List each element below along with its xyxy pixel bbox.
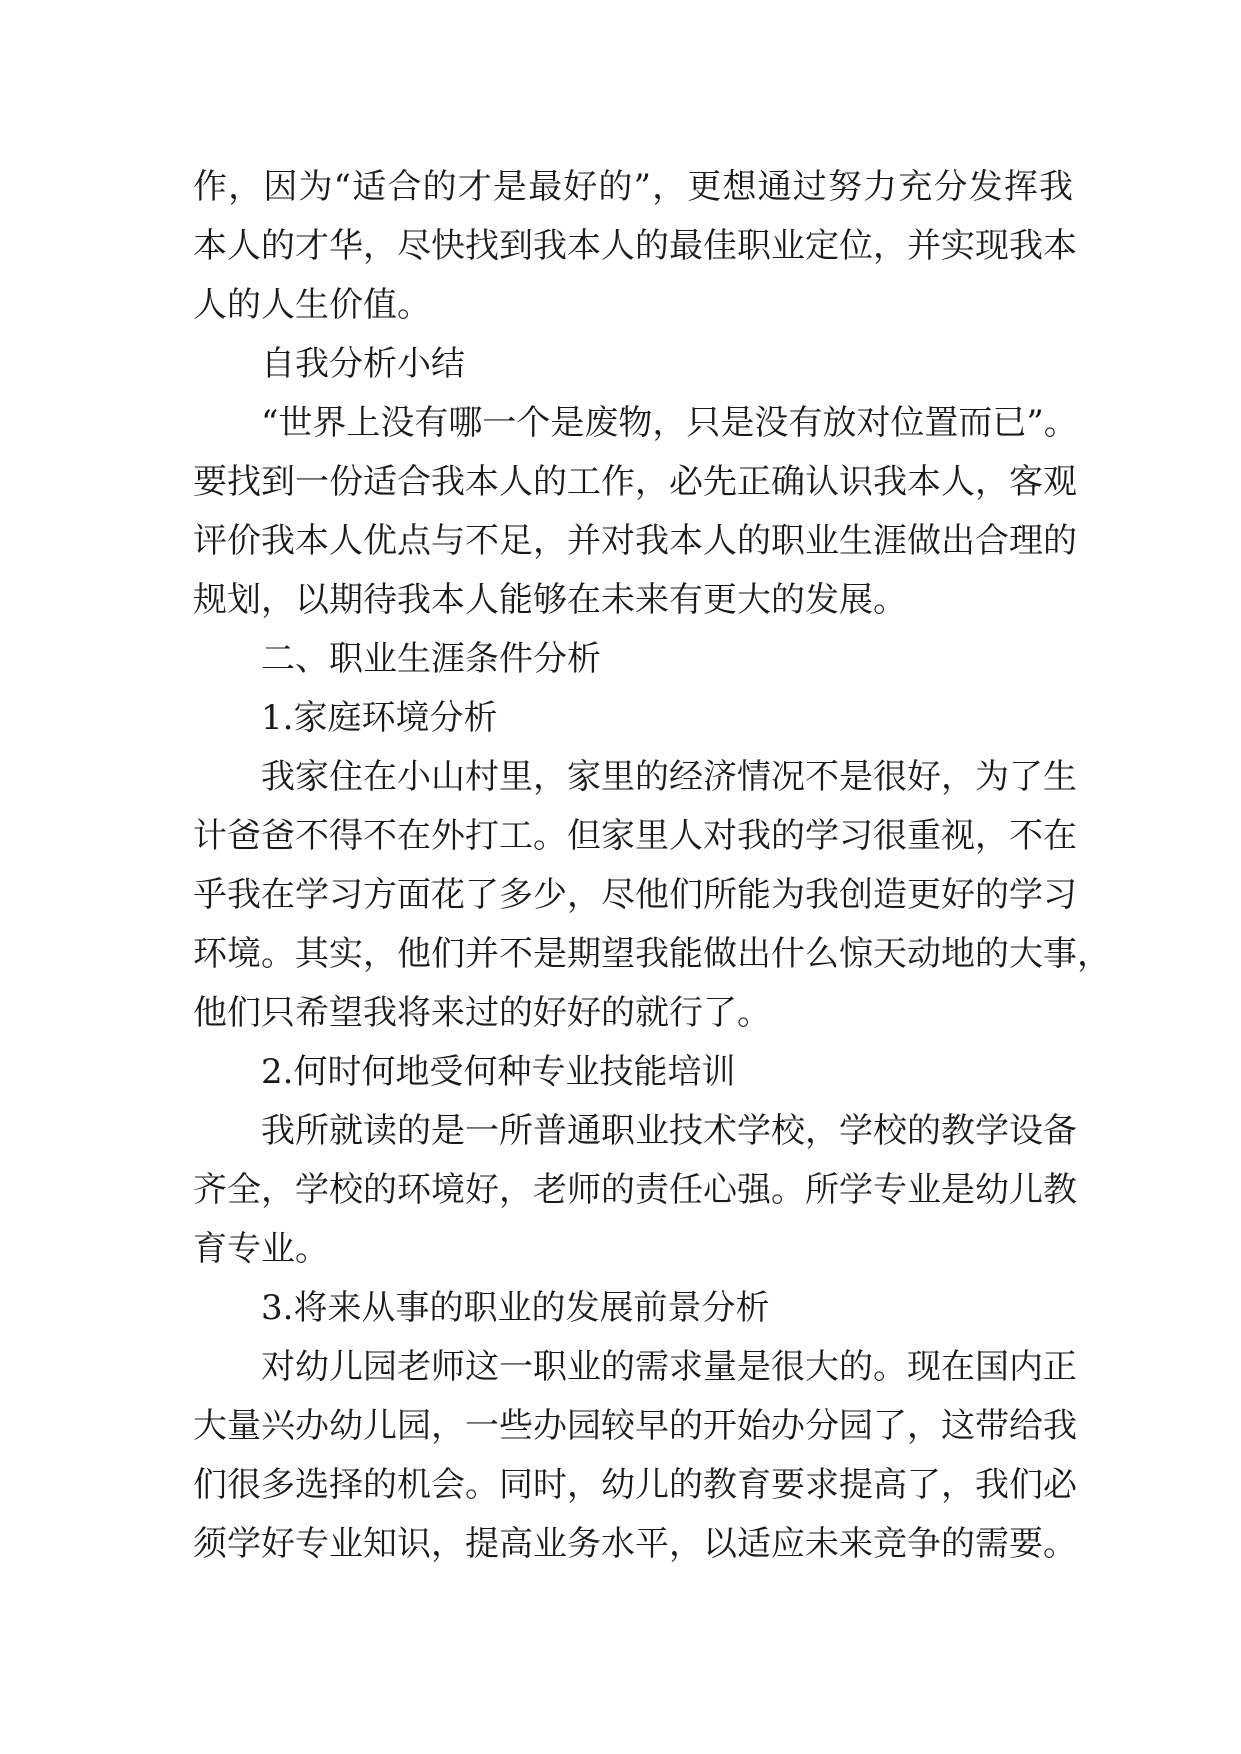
text-line: 我所就读的是一所普通职业技术学校，学校的教学设备 (261, 1111, 1077, 1151)
text-line: 要找到一份适合我本人的工作，必先正确认识我本人，客观 (193, 462, 1077, 502)
text-line: 他们只希望我将来过的好好的就行了。 (193, 993, 771, 1033)
text-line: 人的人生价值。 (193, 285, 431, 325)
text-line: “世界上没有哪一个是废物，只是没有放对位置而已”。 (261, 403, 1078, 443)
text-line: 们很多选择的机会。同时，幼儿的教育要求提高了，我们必 (193, 1465, 1077, 1505)
text-line: 作，因为“适合的才是最好的”，更想通过努力充分发挥我 (193, 167, 1073, 207)
text-line: 二、职业生涯条件分析 (261, 639, 601, 679)
text-line: 本人的才华，尽快找到我本人的最佳职业定位，并实现我本 (193, 226, 1077, 266)
text-line: 1.家庭环境分析 (261, 698, 498, 738)
document-body (193, 158, 1111, 1574)
text-line: 大量兴办幼儿园，一些办园较早的开始办分园了，这带给我 (193, 1406, 1077, 1446)
text-line: 2.何时何地受何种专业技能培训 (261, 1052, 736, 1092)
text-line: 环境。其实，他们并不是期望我能做出什么惊天动地的大事， (193, 934, 1111, 974)
text-line: 齐全，学校的环境好，老师的责任心强。所学专业是幼儿教 (193, 1170, 1077, 1210)
text-line: 自我分析小结 (261, 344, 465, 384)
text-line: 乎我在学习方面花了多少，尽他们所能为我创造更好的学习 (193, 875, 1077, 915)
text-line: 须学好专业知识，提高业务水平，以适应未来竞争的需要。 (193, 1524, 1077, 1564)
text-line: 我家住在小山村里，家里的经济情况不是很好，为了生 (261, 757, 1077, 797)
text-line: 计爸爸不得不在外打工。但家里人对我的学习很重视，不在 (193, 816, 1077, 856)
text-line: 对幼儿园老师这一职业的需求量是很大的。现在国内正 (261, 1347, 1077, 1387)
text-line: 3.将来从事的职业的发展前景分析 (261, 1288, 770, 1328)
text-line: 育专业。 (193, 1229, 329, 1269)
text-line: 规划，以期待我本人能够在未来有更大的发展。 (193, 580, 907, 620)
text-line: 评价我本人优点与不足，并对我本人的职业生涯做出合理的 (193, 521, 1077, 561)
